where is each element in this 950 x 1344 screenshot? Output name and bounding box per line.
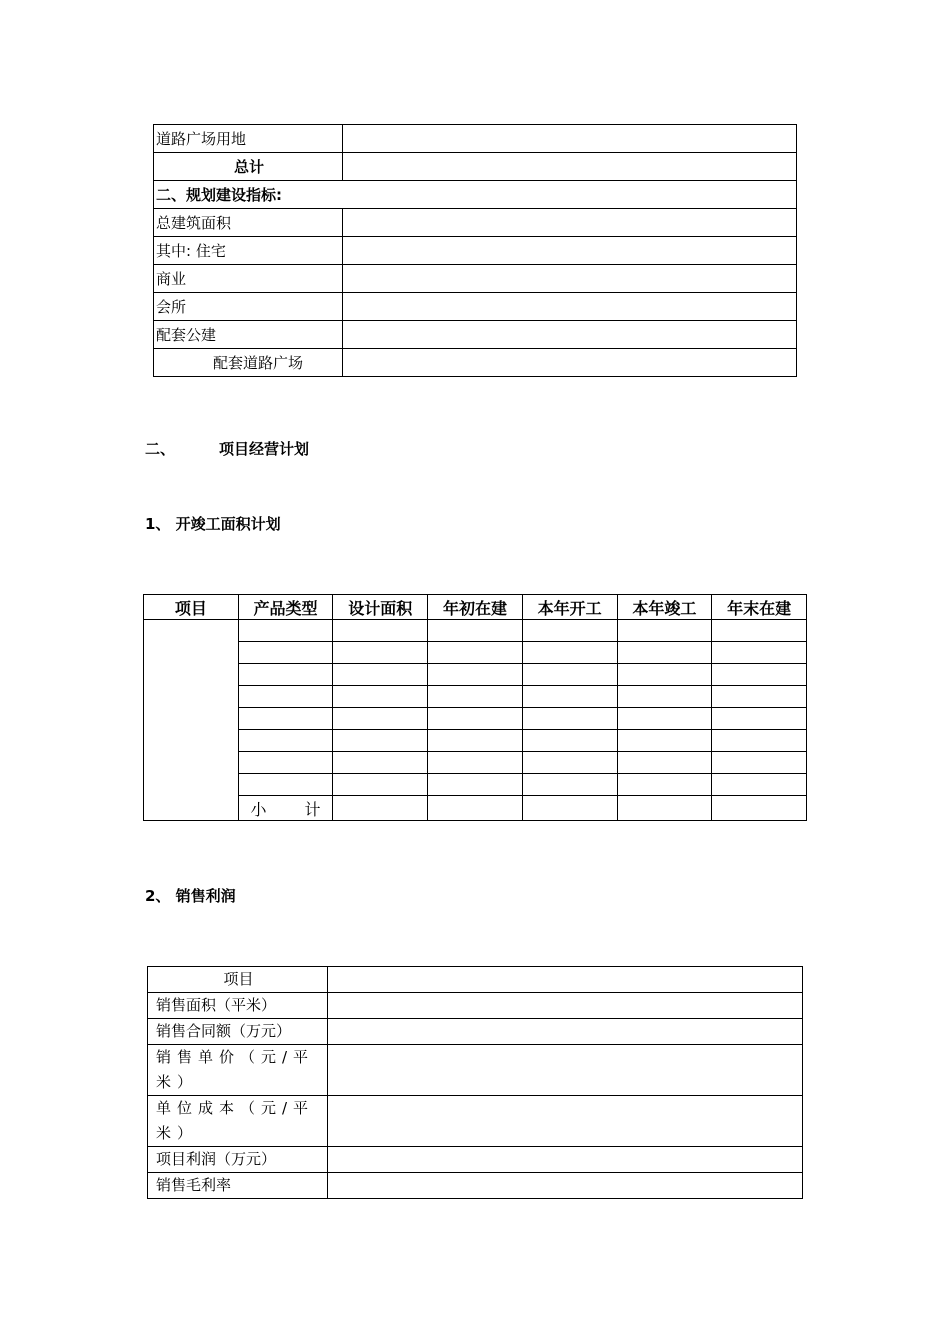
- table-cell[interactable]: [522, 620, 617, 642]
- section-row-label: 二、规划建设指标:: [154, 181, 797, 209]
- table-cell[interactable]: [333, 796, 428, 821]
- table-cell[interactable]: [617, 620, 712, 642]
- row-value[interactable]: [328, 1147, 803, 1173]
- table-cell[interactable]: [712, 642, 807, 664]
- table-row: [154, 321, 797, 349]
- table-cell[interactable]: [712, 686, 807, 708]
- table-row: [144, 686, 807, 708]
- table-row: [148, 1045, 803, 1096]
- table-cell[interactable]: [428, 752, 523, 774]
- table-row: [154, 265, 797, 293]
- table-cell[interactable]: [238, 774, 333, 796]
- table-row: [148, 1019, 803, 1045]
- table-cell[interactable]: [333, 642, 428, 664]
- table-cell[interactable]: [712, 708, 807, 730]
- table-cell[interactable]: [617, 686, 712, 708]
- column-header: 本年竣工: [617, 595, 712, 620]
- row-label: 配套道路广场: [154, 349, 343, 377]
- table-cell[interactable]: [712, 620, 807, 642]
- section-title: 项目经营计划: [219, 440, 310, 458]
- table-row: [148, 1096, 803, 1147]
- row-label: 配套公建: [154, 321, 343, 349]
- table-cell[interactable]: [522, 686, 617, 708]
- table-cell[interactable]: [522, 664, 617, 686]
- column-header: 本年开工: [522, 595, 617, 620]
- table-cell[interactable]: [238, 642, 333, 664]
- table-cell[interactable]: [617, 774, 712, 796]
- row-label: 销售单价（元/平米）: [148, 1045, 328, 1096]
- row-value[interactable]: [343, 209, 797, 237]
- column-header: 项目: [144, 595, 239, 620]
- table-cell[interactable]: [428, 664, 523, 686]
- table-cell[interactable]: [712, 774, 807, 796]
- table-row: [144, 708, 807, 730]
- row-label: 总计: [154, 153, 343, 181]
- table-cell[interactable]: [238, 708, 333, 730]
- row-value[interactable]: [343, 237, 797, 265]
- table-row: [144, 752, 807, 774]
- table-row: [144, 620, 807, 642]
- row-label: 其中: 住宅: [154, 237, 343, 265]
- table-cell[interactable]: [522, 708, 617, 730]
- row-value[interactable]: [328, 967, 803, 993]
- table-row: [148, 1147, 803, 1173]
- table-cell[interactable]: [333, 708, 428, 730]
- table-cell[interactable]: [712, 664, 807, 686]
- table-cell[interactable]: [238, 752, 333, 774]
- table-row: [154, 349, 797, 377]
- row-value[interactable]: [328, 1096, 803, 1147]
- table-row: [154, 237, 797, 265]
- table-cell[interactable]: [522, 774, 617, 796]
- subtotal-label-a: 小: [250, 799, 267, 819]
- table-cell[interactable]: [617, 730, 712, 752]
- table-cell[interactable]: [428, 796, 523, 821]
- table-row: [154, 125, 797, 153]
- sales-profit-table: [147, 966, 803, 1199]
- table-cell[interactable]: [333, 686, 428, 708]
- table-cell[interactable]: [333, 752, 428, 774]
- table-row: [154, 153, 797, 181]
- row-value[interactable]: [343, 321, 797, 349]
- row-label: 商业: [154, 265, 343, 293]
- table-cell[interactable]: [333, 620, 428, 642]
- row-label: 道路广场用地: [154, 125, 343, 153]
- table-cell[interactable]: [617, 664, 712, 686]
- row-label: 会所: [154, 293, 343, 321]
- table-cell[interactable]: [238, 620, 333, 642]
- table-cell[interactable]: [238, 664, 333, 686]
- subtotal-label: [238, 796, 333, 821]
- table-row: [148, 967, 803, 993]
- row-value[interactable]: [328, 1173, 803, 1199]
- table-cell[interactable]: [522, 642, 617, 664]
- row-label: 总建筑面积: [154, 209, 343, 237]
- table-row: [148, 993, 803, 1019]
- row-value[interactable]: [343, 265, 797, 293]
- table-cell[interactable]: [617, 642, 712, 664]
- row-value[interactable]: [343, 349, 797, 377]
- planning-indicator-table: [153, 124, 797, 377]
- table-cell[interactable]: [712, 796, 807, 821]
- row-value[interactable]: [328, 993, 803, 1019]
- column-header: 产品类型: [238, 595, 333, 620]
- project-cell[interactable]: [144, 620, 239, 821]
- row-label: 单位成本（元/平米）: [148, 1096, 328, 1147]
- subsection-heading-2: 2、 销售利润: [145, 887, 236, 905]
- column-header: 设计面积: [333, 595, 428, 620]
- table-cell[interactable]: [712, 730, 807, 752]
- table-row: [144, 664, 807, 686]
- subtotal-row: [144, 796, 807, 821]
- section-number: 二、: [145, 440, 176, 458]
- table-row: [144, 730, 807, 752]
- row-label: 销售合同额（万元）: [148, 1019, 328, 1045]
- subsection-heading-1: 1、 开竣工面积计划: [145, 515, 281, 533]
- table-row: [154, 209, 797, 237]
- table-cell[interactable]: [428, 708, 523, 730]
- table-cell[interactable]: [428, 730, 523, 752]
- table-cell[interactable]: [428, 686, 523, 708]
- table-cell[interactable]: [522, 730, 617, 752]
- row-label: 销售面积（平米）: [148, 993, 328, 1019]
- row-value[interactable]: [343, 293, 797, 321]
- table-row: [144, 642, 807, 664]
- table-cell[interactable]: [333, 774, 428, 796]
- table-cell[interactable]: [333, 730, 428, 752]
- table-header-row: [144, 595, 807, 620]
- table-cell[interactable]: [428, 642, 523, 664]
- table-cell[interactable]: [333, 664, 428, 686]
- table-cell[interactable]: [238, 686, 333, 708]
- table-cell[interactable]: [522, 796, 617, 821]
- row-value[interactable]: [343, 125, 797, 153]
- construction-area-plan-table: [143, 594, 807, 821]
- row-value[interactable]: [328, 1019, 803, 1045]
- row-value[interactable]: [328, 1045, 803, 1096]
- table-cell[interactable]: [617, 708, 712, 730]
- table-row: [154, 293, 797, 321]
- row-label: 项目: [148, 967, 328, 993]
- table-cell[interactable]: [238, 730, 333, 752]
- subtotal-label-b: 计: [304, 799, 321, 819]
- section-heading: [145, 438, 309, 459]
- table-cell[interactable]: [617, 796, 712, 821]
- row-label: 销售毛利率: [148, 1173, 328, 1199]
- column-header: 年末在建: [712, 595, 807, 620]
- row-label: 项目利润（万元）: [148, 1147, 328, 1173]
- table-cell[interactable]: [522, 752, 617, 774]
- table-cell[interactable]: [428, 620, 523, 642]
- table-row: [154, 181, 797, 209]
- table-cell[interactable]: [428, 774, 523, 796]
- table-row: [144, 774, 807, 796]
- column-header: 年初在建: [428, 595, 523, 620]
- table-row: [148, 1173, 803, 1199]
- table-cell[interactable]: [617, 752, 712, 774]
- table-cell[interactable]: [712, 752, 807, 774]
- row-value[interactable]: [343, 153, 797, 181]
